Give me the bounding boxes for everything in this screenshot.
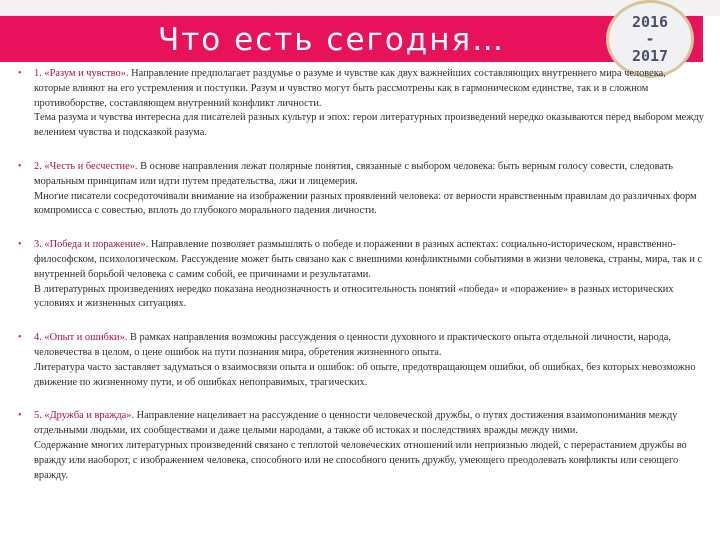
item-title: 3. «Победа и поражение».: [34, 239, 149, 251]
item-title: 4. «Опыт и ошибки».: [34, 332, 128, 344]
item-extra-paragraph: Тема разума и чувства интересна для писателей разных культур и эпох: герои литературных произведений нередко оказываются перед выбором между велением чувства и подсказкой разума.: [34, 112, 704, 139]
item-paragraph: [34, 409, 704, 439]
item-extra-paragraph: Содержание многих литературных произведений связано с теплотой человеческих отношений или неприязнью людей, с перерастанием дружбы во вражду или наоборот, с изображением человека, способного или не способного ценить дружбу, умеющего преодолевать конфликты или сеющего вражду.: [34, 439, 687, 481]
bullet-icon: •: [18, 332, 22, 344]
item-text: Направление нацеливает на рассуждение о ценности человеческой дружбы, о путях достижения взаимопонимания между отдельными людьми, их сообществами и даже целыми народами, а также об истоках и последствиях вражды между ними.: [34, 410, 678, 437]
bullet-icon: •: [18, 239, 22, 251]
item-text: В основе направления лежат полярные понятия, связанные с выбором человека: быть верным голосу совести, следовать моральным принципам или идти путем предательства, лжи и лицемерия.: [34, 160, 673, 187]
item-paragraph: [34, 238, 704, 282]
item-text: Направление предполагает раздумье о разуме и чувстве как двух важнейших составляющих внутреннего мира человека, которые влияют на его устремления и поступки. Разум и чувство могут быть рассмотрены как в гармоническом единстве, так и в сложном противоборстве, составляющем внутренний конфликт личности.: [34, 68, 666, 109]
item-extra-paragraph: В литературных произведениях нередко показана неоднозначность и относительность понятий «победа» и «поражение» в разных исторических условиях и жизненных ситуациях.: [34, 283, 674, 310]
year-badge-end: 2017: [631, 46, 669, 65]
bullet-icon: •: [18, 160, 22, 172]
item-title: 2. «Честь и бесчестие».: [34, 160, 138, 172]
item-text: Направление позволяет размышлять о победе и поражении в разных аспектах: социально-историческом, нравственно-философском, психологическом. Рассуждение может быть связано как с внешними конфликтными событиями в жизни человека, страны, мира, так и с внутренней борьбой человека с самим собой, ее причинами и результатами.: [34, 239, 703, 280]
item-text: В рамках направления возможны рассуждения о ценности духовного и практического опыта отдельной личности, народа, человечества в целом, о цене ошибок на пути познания мира, обретения жизненного опыта.: [34, 332, 672, 358]
page-title: Что есть сегодня…: [158, 22, 506, 58]
item-paragraph: [34, 331, 704, 361]
directions-list: [14, 67, 704, 483]
item-extra-paragraph: Многие писатели сосредоточивали внимание на изображении разных проявлений человека: от верности нравственным правилам до различных форм компромисса с совестью, вплоть до глубокого морального падения личности.: [34, 190, 697, 217]
top-strip: [0, 0, 720, 16]
list-item: [14, 331, 704, 390]
list-item: [14, 67, 704, 141]
item-title: 5. «Дружба и вражда».: [34, 410, 135, 422]
item-title: 1. «Разум и чувство».: [34, 68, 129, 79]
bullet-icon: •: [18, 68, 22, 79]
item-paragraph: [34, 160, 704, 190]
year-badge-start: 2016: [631, 12, 669, 31]
list-item: [14, 238, 704, 312]
list-item: [14, 160, 704, 219]
list-item: [14, 409, 704, 483]
item-paragraph: [34, 67, 704, 111]
item-extra-paragraph: Литература часто заставляет задуматься о взаимосвязи опыта и ошибок: об опыте, предотвращающем ошибки, об ошибках, без которых невозможно движение по жизненному пути, и об ошибках непоправимых, трагических.: [34, 361, 696, 388]
year-badge-dash: -: [645, 29, 655, 48]
bullet-icon: •: [18, 410, 22, 422]
